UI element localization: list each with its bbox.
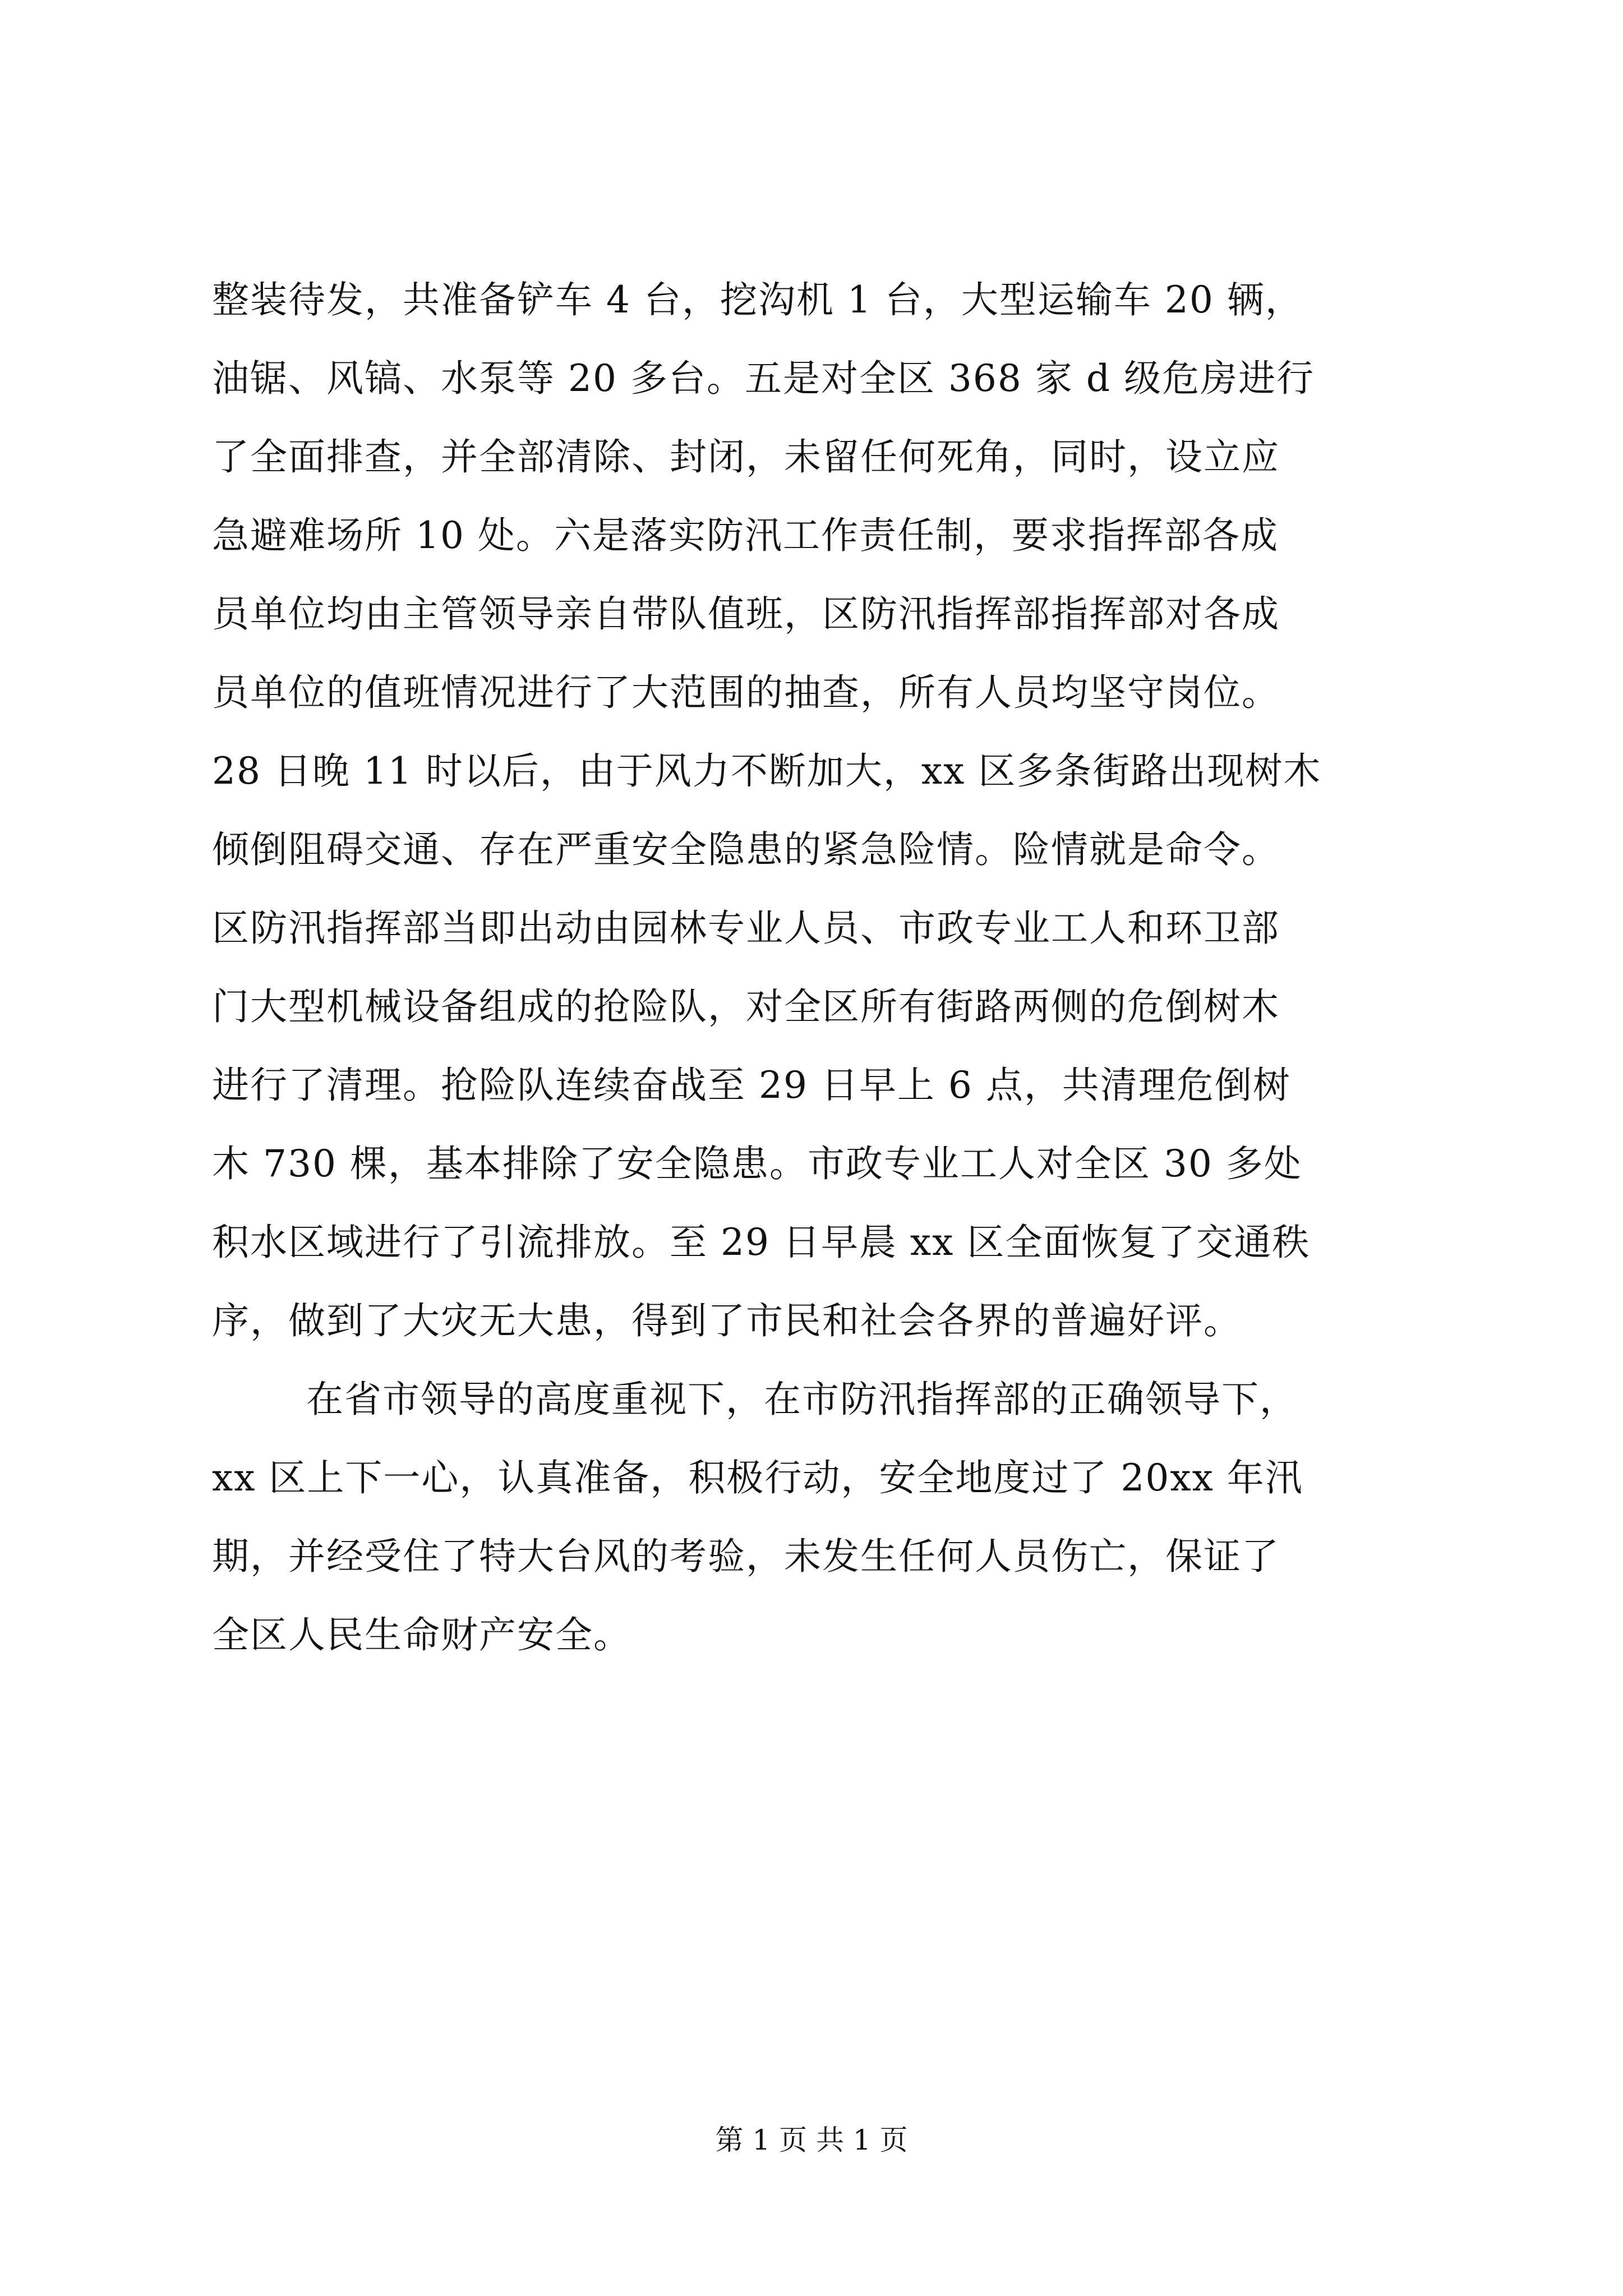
text-line: 员单位的值班情况进行了大范围的抽查，所有人员均坚守岗位。 xyxy=(212,671,1280,714)
text-line: 在省市领导的高度重视下，在市防汛指挥部的正确领导下， xyxy=(306,1378,1298,1421)
page-number-label: 第 1 页 共 1 页 xyxy=(715,2124,908,2156)
text-line: 员单位均由主管领导亲自带队值班，区防汛指挥部指挥部对各成 xyxy=(212,592,1280,636)
text-line: 门大型机械设备组成的抢险队，对全区所有街路两侧的危倒树木 xyxy=(212,985,1280,1028)
paragraph-2 xyxy=(212,1360,1423,1674)
text-line: 期，并经受住了特大台风的考验，未发生任何人员伤亡，保证了 xyxy=(212,1535,1280,1578)
text-line: 积水区域进行了引流排放。至 29 日早晨 xx 区全面恢复了交通秩 xyxy=(212,1221,1311,1264)
paragraph-1 xyxy=(212,261,1423,1360)
document-body xyxy=(212,261,1423,1674)
text-line: 木 730 棵，基本排除了安全隐患。市政专业工人对全区 30 多处 xyxy=(212,1142,1302,1185)
text-line: 区防汛指挥部当即出动由园林专业人员、市政专业工人和环卫部 xyxy=(212,907,1280,950)
text-line: 序，做到了大灾无大患，得到了市民和社会各界的普遍好评。 xyxy=(212,1299,1242,1342)
page-footer xyxy=(0,2118,1623,2162)
text-line: 进行了清理。抢险队连续奋战至 29 日早上 6 点，共清理危倒树 xyxy=(212,1064,1291,1107)
text-line: 急避难场所 10 处。六是落实防汛工作责任制，要求指挥部各成 xyxy=(212,514,1279,557)
text-line: 全区人民生命财产安全。 xyxy=(212,1613,631,1657)
text-line: 整装待发，共准备铲车 4 台，挖沟机 1 台，大型运输车 20 辆， xyxy=(212,278,1303,321)
text-line: 了全面排查，并全部清除、封闭，未留任何死角，同时，设立应 xyxy=(212,435,1280,478)
text-line: 倾倒阻碍交通、存在严重安全隐患的紧急险情。险情就是命令。 xyxy=(212,828,1280,871)
text-line: 28 日晚 11 时以后，由于风力不断加大，xx 区多条街路出现树木 xyxy=(212,749,1322,793)
text-line: xx 区上下一心，认真准备，积极行动，安全地度过了 20xx 年汛 xyxy=(212,1456,1303,1499)
text-line: 油锯、风镐、水泵等 20 多台。五是对全区 368 家 d 级危房进行 xyxy=(212,357,1315,400)
